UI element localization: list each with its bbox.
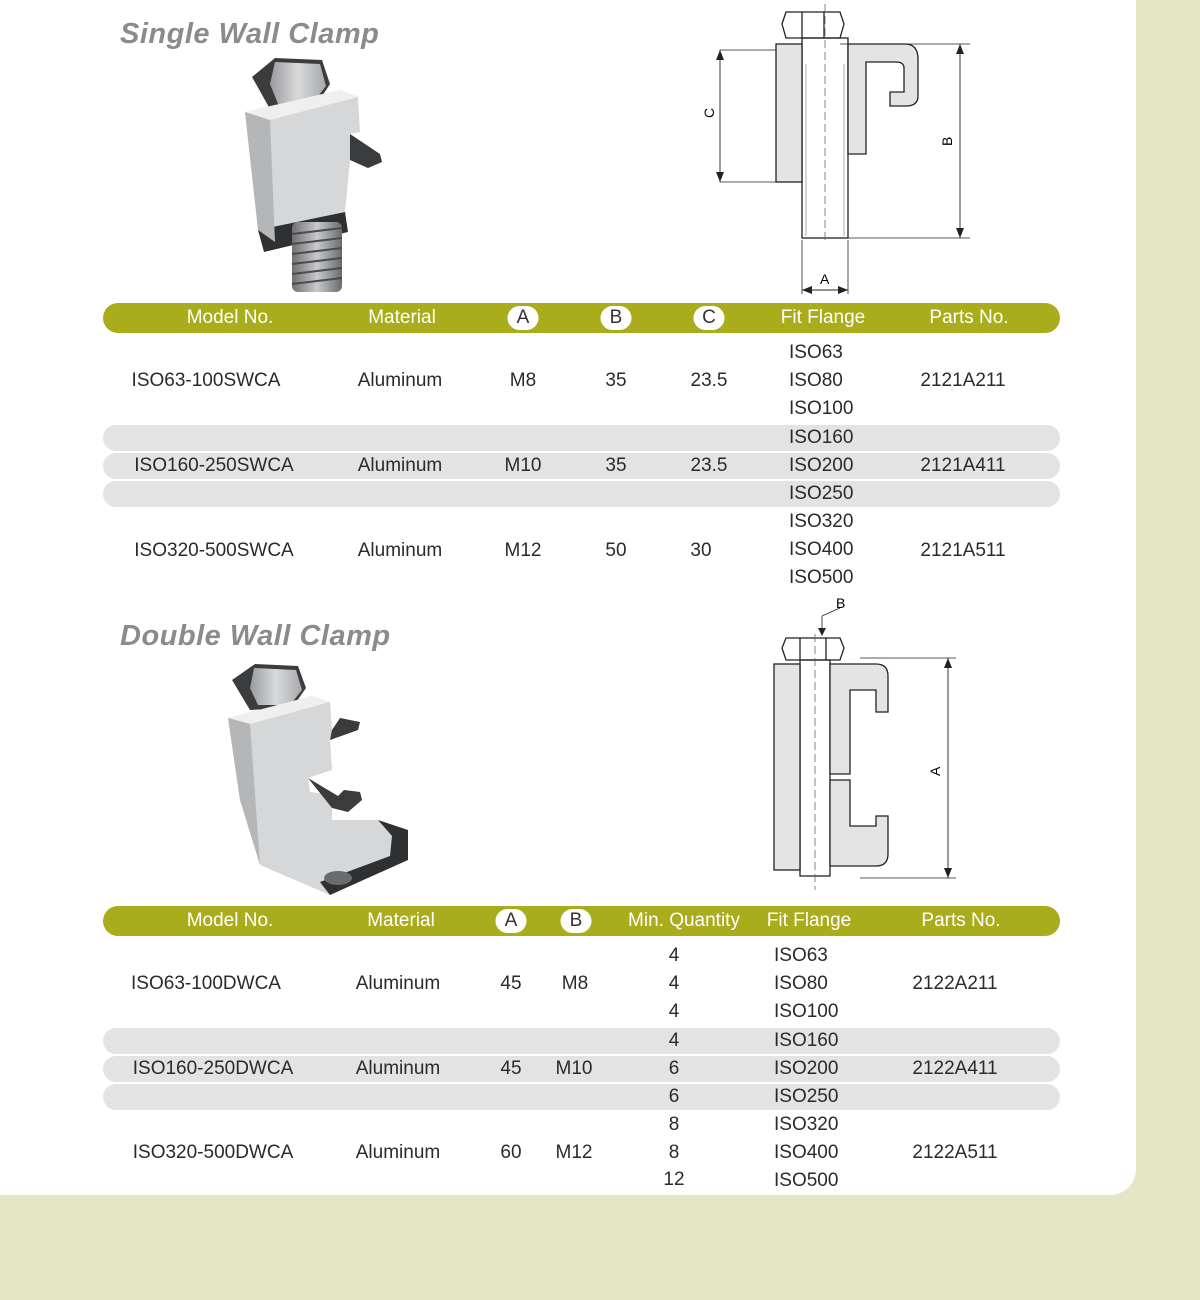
table-cell-flange: ISO100 xyxy=(774,1001,839,1022)
table-cell-qty: 4 xyxy=(668,945,680,966)
table-cell-qty: 6 xyxy=(668,1086,680,1107)
table-cell-flange: ISO100 xyxy=(789,398,854,419)
col-b: B xyxy=(601,306,632,330)
table-cell-b: 35 xyxy=(605,455,627,476)
col-fit-flange: Fit Flange xyxy=(766,910,852,931)
table-cell-qty: 12 xyxy=(663,1169,685,1190)
table-cell-parts: 2121A511 xyxy=(920,540,1006,561)
table-cell-flange: ISO250 xyxy=(774,1086,839,1107)
table-cell-qty: 4 xyxy=(668,973,680,994)
table-cell-b: M8 xyxy=(561,973,589,994)
table-cell-flange: ISO500 xyxy=(789,567,854,588)
table-cell-a: 45 xyxy=(500,1058,522,1079)
table-cell-b: 50 xyxy=(605,540,627,561)
table-cell-parts: 2122A211 xyxy=(912,973,998,994)
table-cell-b: M10 xyxy=(555,1058,593,1079)
table-cell-parts: 2121A211 xyxy=(920,370,1006,391)
table-cell-b: 35 xyxy=(605,370,627,391)
table-cell-flange: ISO63 xyxy=(789,342,843,363)
table-cell-a: M10 xyxy=(504,455,542,476)
table-cell-material: Aluminum xyxy=(357,455,443,476)
table-cell-model: ISO320-500SWCA xyxy=(134,540,294,561)
dim-label-c: C xyxy=(701,107,717,118)
col-c: C xyxy=(694,306,725,330)
col-b: B xyxy=(561,909,592,933)
table-cell-c: 23.5 xyxy=(690,370,728,391)
table-cell-parts: 2122A511 xyxy=(912,1142,998,1163)
col-material: Material xyxy=(368,307,436,328)
single-wall-clamp-drawing xyxy=(690,4,980,296)
dim-label-b: B xyxy=(939,136,955,146)
table-cell-flange: ISO320 xyxy=(774,1114,839,1135)
dim-label-b: B xyxy=(836,595,846,611)
row-stripe xyxy=(103,481,1060,507)
table-cell-flange: ISO160 xyxy=(774,1030,839,1051)
col-material: Material xyxy=(367,910,435,931)
dim-label-a: A xyxy=(927,766,943,776)
col-a: A xyxy=(496,909,527,933)
table-cell-model: ISO63-100SWCA xyxy=(131,370,281,391)
table-cell-b: M12 xyxy=(555,1142,593,1163)
double-wall-clamp-drawing xyxy=(760,594,960,894)
table-cell-a: 60 xyxy=(500,1142,522,1163)
row-stripe xyxy=(103,425,1060,451)
table-cell-flange: ISO320 xyxy=(789,511,854,532)
row-stripe xyxy=(103,1028,1060,1054)
dim-label-a: A xyxy=(820,271,830,287)
single-table-header xyxy=(103,303,1060,333)
table-cell-material: Aluminum xyxy=(355,973,441,994)
table-cell-qty: 8 xyxy=(668,1114,680,1135)
col-parts-no: Parts No. xyxy=(921,910,1001,931)
table-cell-parts: 2122A411 xyxy=(912,1058,998,1079)
row-stripe xyxy=(103,1084,1060,1110)
table-cell-c: 23.5 xyxy=(690,455,728,476)
col-parts-no: Parts No. xyxy=(929,307,1009,328)
table-cell-flange: ISO80 xyxy=(789,370,843,391)
table-cell-a: M8 xyxy=(509,370,537,391)
col-model: Model No. xyxy=(186,910,274,931)
double-wall-clamp-title: Double Wall Clamp xyxy=(120,620,391,652)
table-cell-c: 30 xyxy=(690,540,712,561)
table-cell-flange: ISO400 xyxy=(789,539,854,560)
col-min-quantity: Min. Quantity xyxy=(628,910,740,931)
table-cell-model: ISO160-250SWCA xyxy=(134,455,294,476)
table-cell-flange: ISO250 xyxy=(789,483,854,504)
table-cell-qty: 4 xyxy=(668,1030,680,1051)
table-cell-material: Aluminum xyxy=(355,1142,441,1163)
table-cell-material: Aluminum xyxy=(357,370,443,391)
single-wall-clamp-title: Single Wall Clamp xyxy=(120,18,380,50)
table-cell-a: 45 xyxy=(500,973,522,994)
table-cell-flange: ISO400 xyxy=(774,1142,839,1163)
single-wall-clamp-photo xyxy=(230,52,400,297)
table-cell-model: ISO160-250DWCA xyxy=(132,1058,294,1079)
double-table-header xyxy=(103,906,1060,936)
col-model: Model No. xyxy=(186,307,274,328)
table-cell-material: Aluminum xyxy=(357,540,443,561)
table-cell-model: ISO320-500DWCA xyxy=(132,1142,294,1163)
table-cell-flange: ISO160 xyxy=(789,427,854,448)
table-cell-flange: ISO500 xyxy=(774,1170,839,1191)
table-cell-flange: ISO63 xyxy=(774,945,828,966)
table-cell-material: Aluminum xyxy=(355,1058,441,1079)
col-fit-flange: Fit Flange xyxy=(780,307,866,328)
table-cell-qty: 8 xyxy=(668,1142,680,1163)
double-wall-clamp-photo xyxy=(220,660,420,905)
col-a: A xyxy=(508,306,539,330)
table-cell-flange: ISO80 xyxy=(774,973,828,994)
table-cell-qty: 6 xyxy=(668,1058,680,1079)
table-cell-flange: ISO200 xyxy=(789,455,854,476)
table-cell-model: ISO63-100DWCA xyxy=(131,973,281,994)
table-cell-qty: 4 xyxy=(668,1001,680,1022)
table-cell-flange: ISO200 xyxy=(774,1058,839,1079)
table-cell-parts: 2121A411 xyxy=(920,455,1006,476)
table-cell-a: M12 xyxy=(504,540,542,561)
